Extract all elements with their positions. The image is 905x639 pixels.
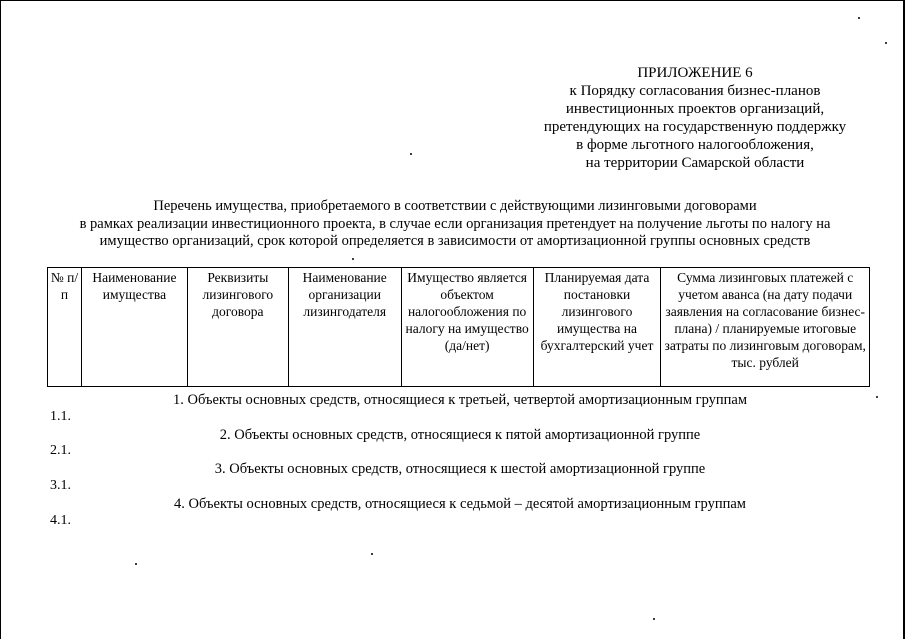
scan-border-left — [0, 0, 1, 639]
section-title: 3. Объекты основных средств, относящиеся к шестой амортизационной группе — [214, 461, 706, 477]
section-title: 2. Объекты основных средств, относящиеся к пятой амортизационной группе — [219, 427, 701, 443]
header-number: № п/п — [48, 268, 82, 387]
title-line: в рамках реализации инвестиционного проекта, в случае если организация претендует на получение льготы по налогу на — [79, 215, 831, 232]
scan-speck — [135, 563, 137, 565]
property-table — [47, 267, 870, 387]
appendix-line: в форме льготного налогообложения, — [576, 137, 814, 153]
row-number: 2.1. — [50, 443, 71, 458]
header-planned-date: Планируемая дата постановки лизингового имущества на бухгалтерский учет — [533, 268, 661, 387]
row-number: 4.1. — [50, 513, 71, 528]
row-number: 3.1. — [50, 478, 71, 493]
appendix-heading: ПРИЛОЖЕНИЕ 6 — [637, 65, 753, 81]
appendix-line: на территории Самарской области — [585, 155, 805, 171]
scan-speck — [858, 17, 860, 19]
scan-border-top — [0, 0, 905, 1]
scan-speck — [352, 258, 354, 260]
section-title: 4. Объекты основных средств, относящиеся к седьмой – десятой амортизационным группам — [174, 496, 746, 512]
header-lessor-name: Наименование организации лизингодателя — [288, 268, 401, 387]
scan-speck — [885, 42, 887, 44]
scan-speck — [371, 553, 373, 555]
header-payment-sum: Сумма лизинговых платежей с учетом аванса (на дату подачи заявления на согласование бизнес-плана) / планируемые итоговые затраты по лизинговым договорам, тыс. рублей — [661, 268, 870, 387]
table-header-row — [48, 268, 870, 387]
scan-speck — [410, 153, 412, 155]
document-title — [40, 198, 870, 251]
appendix-line: инвестиционных проектов организаций, — [565, 101, 825, 117]
header-property-name: Наименование имущества — [81, 268, 187, 387]
scan-speck — [653, 618, 655, 620]
section-title: 1. Объекты основных средств, относящиеся к третьей, четвертой амортизационным группам — [172, 392, 748, 408]
row-number: 1.1. — [50, 409, 71, 424]
scan-speck — [876, 396, 878, 398]
title-line: имущество организаций, срок которой определяется в зависимости от амортизационной группы основных средств — [99, 233, 811, 249]
appendix-line: к Порядку согласования бизнес-планов — [569, 83, 821, 99]
header-taxable: Имущество является объектом налогообложения по налогу на имущество (да/нет) — [401, 268, 533, 387]
appendix-line: претендующих на государственную поддержку — [543, 119, 847, 135]
appendix-block — [520, 64, 870, 172]
title-line: Перечень имущества, приобретаемого в соответствии с действующими лизинговыми договорами — [153, 198, 757, 214]
header-contract-details: Реквизиты лизингового договора — [187, 268, 288, 387]
